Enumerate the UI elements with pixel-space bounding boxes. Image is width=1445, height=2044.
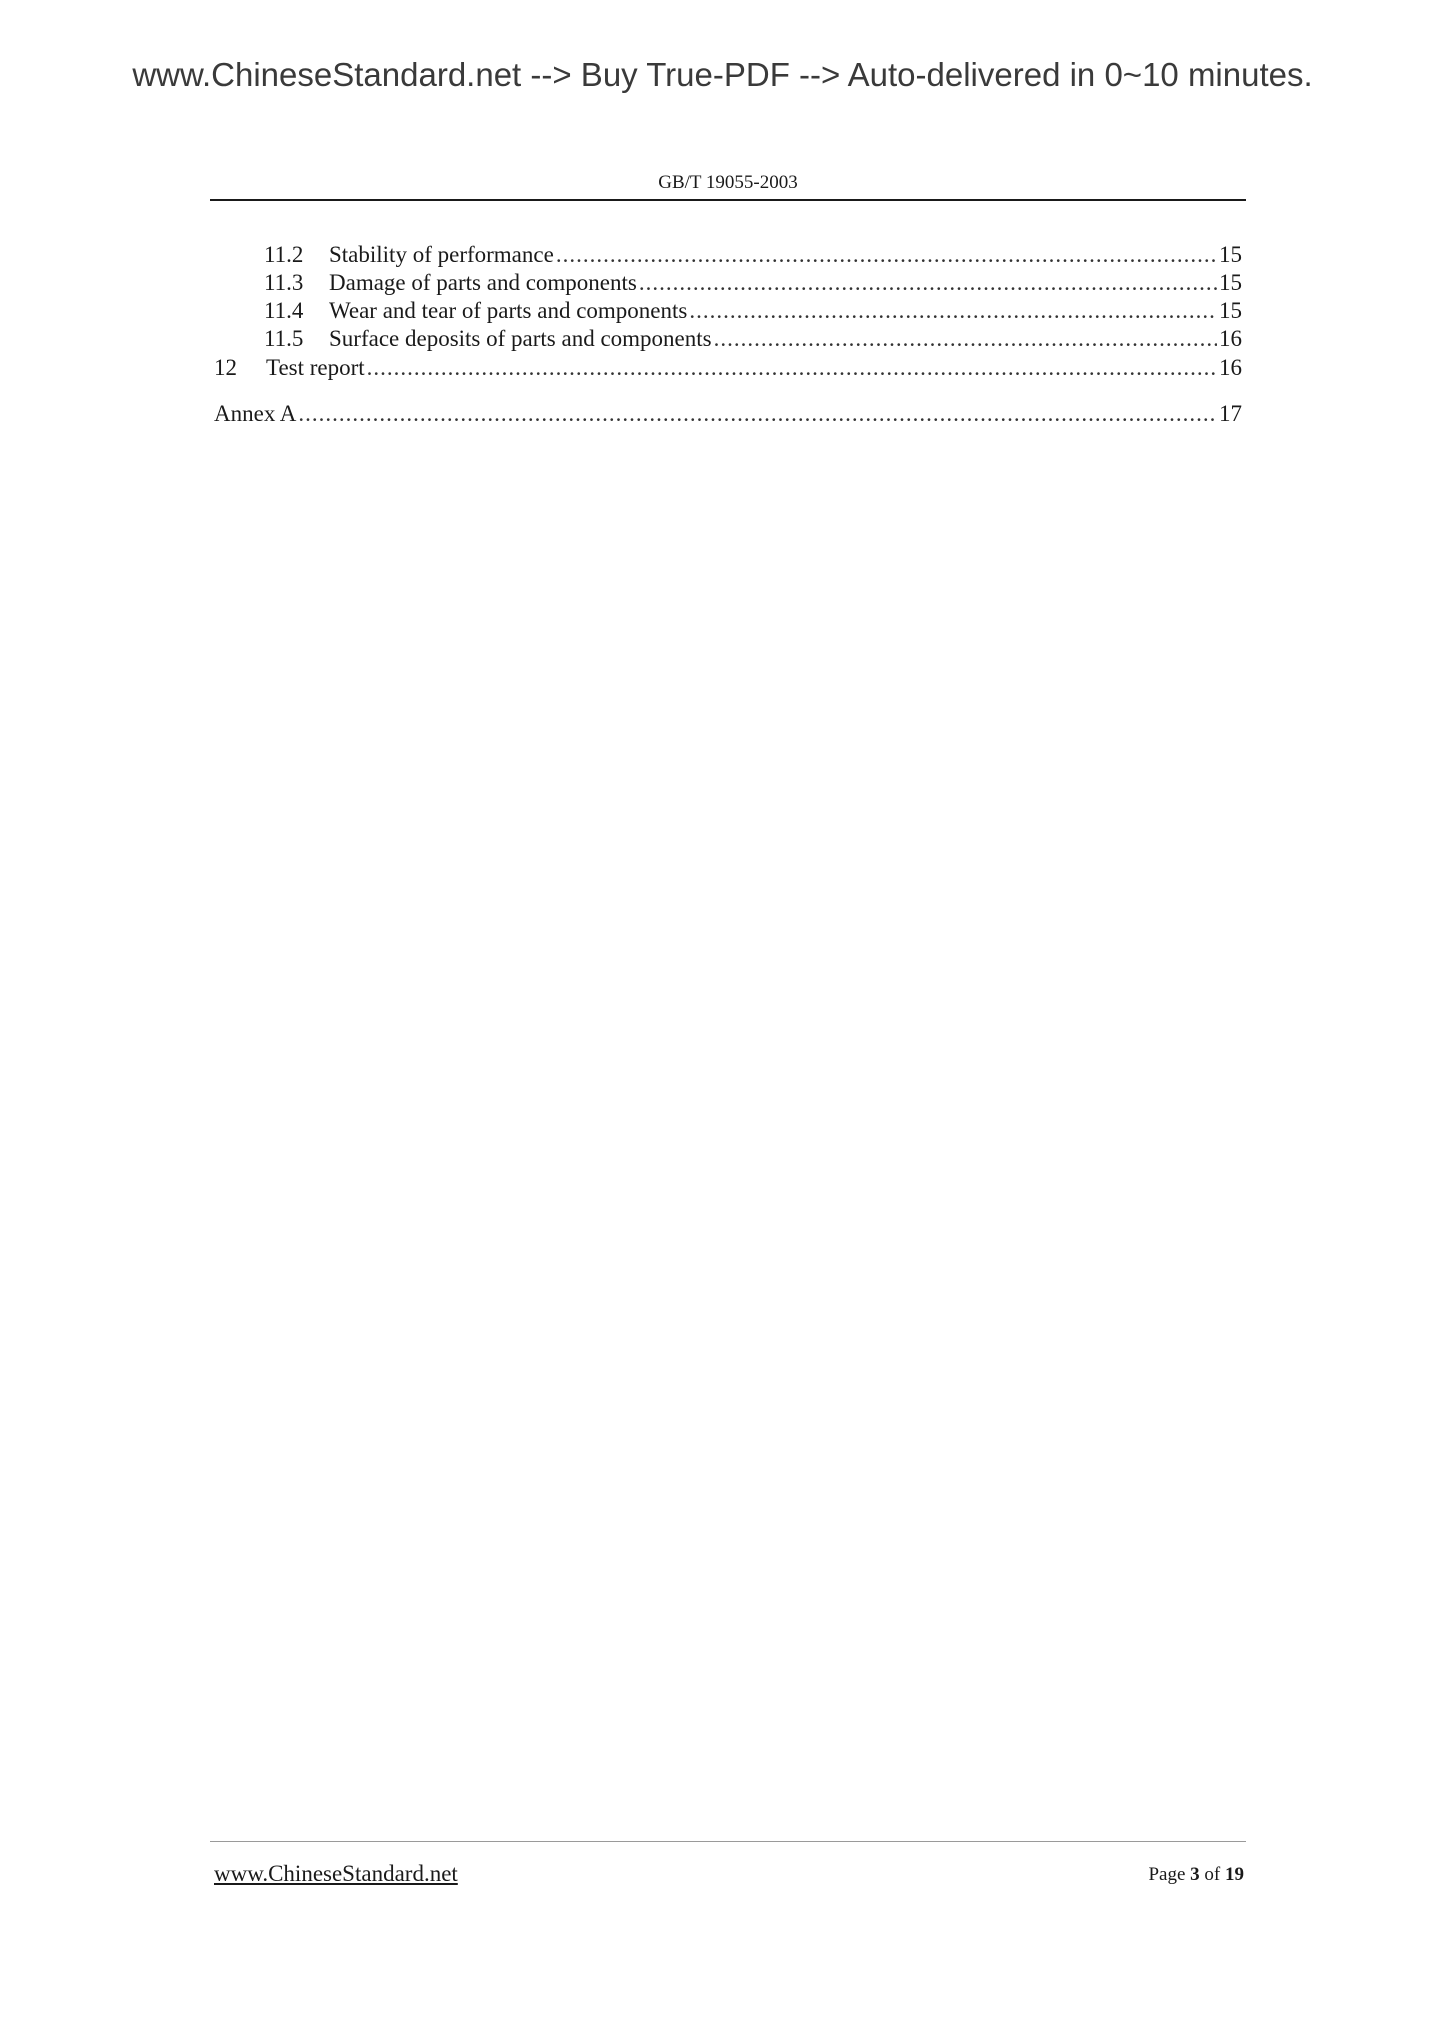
toc-entry-page: 16 <box>1219 355 1242 380</box>
toc-entry-title: Test report <box>266 355 365 380</box>
toc-entry[interactable] <box>214 297 1242 325</box>
toc-entry[interactable] <box>214 325 1242 353</box>
toc-entry[interactable] <box>214 269 1242 297</box>
footer-website-link[interactable]: www.ChineseStandard.net <box>214 1861 458 1886</box>
footer-divider <box>210 1841 1246 1842</box>
toc-entry-title: Surface deposits of parts and components <box>329 326 712 351</box>
header-divider <box>210 199 1246 201</box>
toc-entry-number: 11.4 <box>264 298 304 323</box>
toc-leader-dots <box>714 325 1217 353</box>
toc-entry-title: Damage of parts and components <box>329 270 637 295</box>
toc-leader-dots <box>298 400 1217 428</box>
toc-entry-title: Stability of performance <box>329 242 554 267</box>
toc-entry-page: 15 <box>1219 298 1242 323</box>
toc-entry-page: 15 <box>1219 242 1242 267</box>
page-label: Page <box>1148 1864 1186 1885</box>
toc-entry-page: 15 <box>1219 270 1242 295</box>
page-counter <box>1148 1864 1244 1886</box>
banner-text: www.ChineseStandard.net --> Buy True-PDF --> Auto-delivered in 0~10 minutes. <box>132 56 1313 93</box>
toc-entry-page: 16 <box>1219 326 1242 351</box>
toc-entry-page: 17 <box>1219 401 1242 426</box>
toc-entry[interactable] <box>214 354 1242 382</box>
page-current: 3 <box>1190 1864 1200 1885</box>
page-of-label: of <box>1204 1864 1221 1885</box>
toc-leader-dots <box>556 241 1217 269</box>
toc-entry-number: 12 <box>214 355 237 380</box>
toc-entry-annex[interactable] <box>214 400 1242 428</box>
document-id: GB/T 19055-2003 <box>658 172 798 193</box>
page-total: 19 <box>1225 1864 1244 1885</box>
toc-entry-title: Wear and tear of parts and components <box>329 298 688 323</box>
toc-leader-dots <box>689 297 1217 325</box>
toc-entry[interactable] <box>214 241 1242 269</box>
toc-entry-number: 11.2 <box>264 242 304 267</box>
toc-leader-dots <box>639 269 1217 297</box>
toc-entry-number: 11.3 <box>264 270 304 295</box>
toc-leader-dots <box>367 354 1217 382</box>
toc-entry-title: Annex A <box>214 401 297 426</box>
toc-entry-number: 11.5 <box>264 326 304 351</box>
